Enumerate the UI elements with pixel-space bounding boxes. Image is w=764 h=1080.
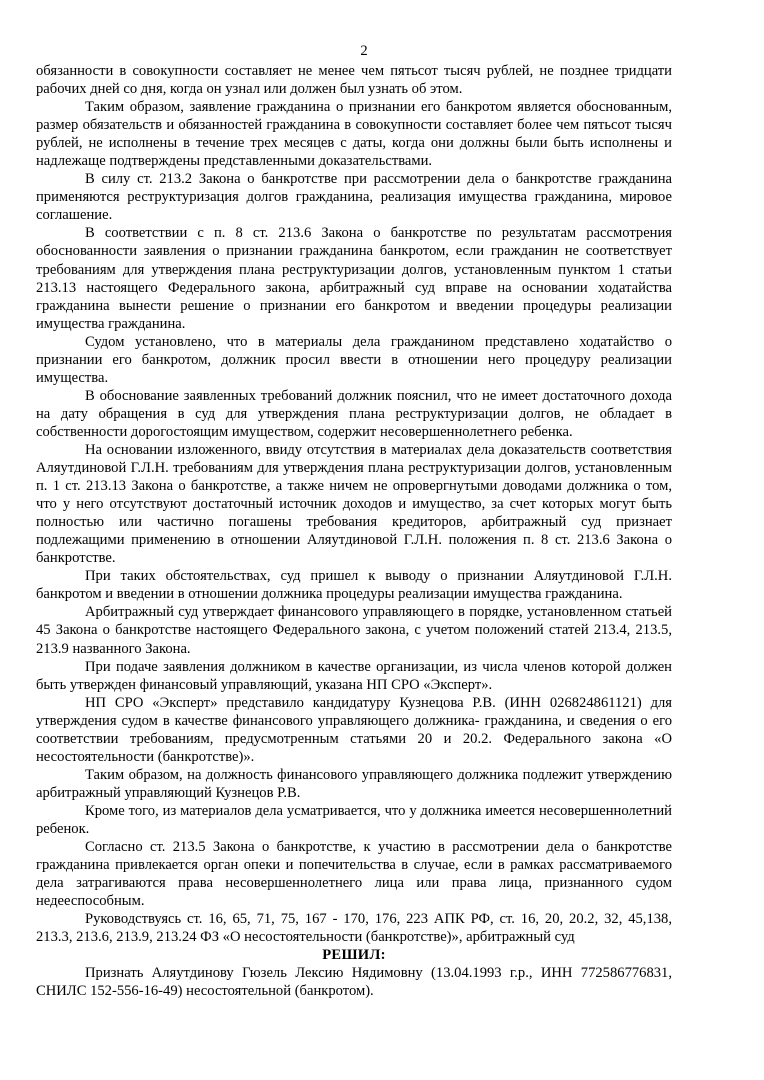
paragraph-continuation: обязанности в совокупности составляет не менее чем пятьсот тысяч рублей, не позднее тридцати рабочих дней со дня, когда он узнал или должен был узнать об этом.	[36, 63, 672, 98]
paragraph-grounds: На основании изложенного, ввиду отсутствия в материалах дела доказательств соответствия Аляутдиновой Г.Л.Н. требованиям для утверждения плана реструктуризации долгов, установленным п. 1 ст. 213.13 Закона о банкротстве, а также ничем не опровергнутыми доводами должника о том, что у него отсутствуют достаточный источник доходов и имущество, за счет которых могут быть полностью или частично погашены требования кредиторов, арбитражный суд признает подлежащими применению в отношении Аляутдиновой Г.Л.Н. положения п. 8 ст. 213.6 Закона о банкротстве.	[36, 441, 672, 567]
paragraph-article-213-2: В силу ст. 213.2 Закона о банкротстве при рассмотрении дела о банкротстве гражданина применяются реструктуризация долгов гражданина, реализация имущества гражданина, мировое соглашение.	[36, 171, 672, 224]
paragraph-debtor-explanation: В обоснование заявленных требований должник пояснил, что не имеет достаточного дохода на дату обращения в суд для утверждения плана реструктуризации долгов, не обладает в собственности дорогостоящим имуществом, содержит несовершеннолетнего ребенка.	[36, 387, 672, 440]
paragraph-conclusion-valid: Таким образом, заявление гражданина о признании его банкротом является обоснованным, размер обязательств и обязанностей гражданина в совокупности составляет более чем пятьсот тысяч рублей, не исполнены в течение трех месяцев с даты, когда они должны были быть исполнены и надлежаще подтверждены представленными доказательствами.	[36, 99, 672, 170]
paragraph-court-established: Судом установлено, что в материалы дела гражданином представлено ходатайство о признании его банкротом, должник просил ввести в отношении него процедуру реализации имущества.	[36, 333, 672, 386]
paragraph-guardianship: Согласно ст. 213.5 Закона о банкротстве, к участию в рассмотрении дела о банкротстве гражданина привлекается орган опеки и попечительства в случае, если в рамках рассматриваемого дела затрагиваются права несовершеннолетнего лица или права лица, признанного судом недееспособным.	[36, 839, 672, 910]
paragraph-court-conclusion: При таких обстоятельствах, суд пришел к выводу о признании Аляутдиновой Г.Л.Н. банкротом и введении в отношении должника процедуры реализации имущества гражданина.	[36, 568, 672, 603]
paragraph-financial-manager: Арбитражный суд утверждает финансового управляющего в порядке, установленном статьей 45 Закона о банкротстве настоящего Федерального закона, с учетом положений статей 213.4, 213.5, 213.9 названного Закона.	[36, 604, 672, 657]
decision-heading: РЕШИЛ:	[322, 947, 386, 964]
document-page	[36, 42, 672, 1000]
page-number: 2	[360, 43, 368, 59]
paragraph-manager-approved: Таким образом, на должность финансового управляющего должника подлежит утверждению арбитражный управляющий Кузнецов Р.В.	[36, 766, 672, 801]
paragraph-minor-child: Кроме того, из материалов дела усматривается, что у должника имеется несовершеннолетний ребенок.	[36, 802, 672, 837]
paragraph-sro-indicated: При подаче заявления должником в качестве организации, из числа членов которой должен быть утвержден финансовый управляющий, указана НП СРО «Эксперт».	[36, 658, 672, 693]
paragraph-guided-by: Руководствуясь ст. 16, 65, 71, 75, 167 - 170, 176, 223 АПК РФ, ст. 16, 20, 20.2, 32, 45,138, 213.3, 213.6, 213.9, 213.24 ФЗ «О несостоятельности (банкротстве)», арбитражный суд	[36, 911, 672, 946]
paragraph-article-213-6: В соответствии с п. 8 ст. 213.6 Закона о банкротстве по результатам рассмотрения обоснованности заявления о признании гражданина банкротом, если гражданин не соответствует требованиям для утверждения плана реструктуризации долгов, установленным пунктом 1 статьи 213.13 настоящего Федерального закона, арбитражный суд вправе на основании ходатайства гражданина вынести решение о признании его банкротом и введении процедуры реализации имущества гражданина.	[36, 225, 672, 332]
paragraph-decision: Признать Аляутдинову Гюзель Лексию Нядимовну (13.04.1993 г.р., ИНН 772586776831, СНИЛС 152-556-16-49) несостоятельной (банкротом).	[36, 965, 672, 1000]
paragraph-candidate: НП СРО «Эксперт» представило кандидатуру Кузнецова Р.В. (ИНН 026824861121) для утверждения судом в качестве финансового управляющего должника- гражданина, и сведения о его соответствии требованиям, предусмотренным статьями 20 и 20.2. Федерального закона «О несостоятельности (банкротстве)».	[36, 694, 672, 765]
